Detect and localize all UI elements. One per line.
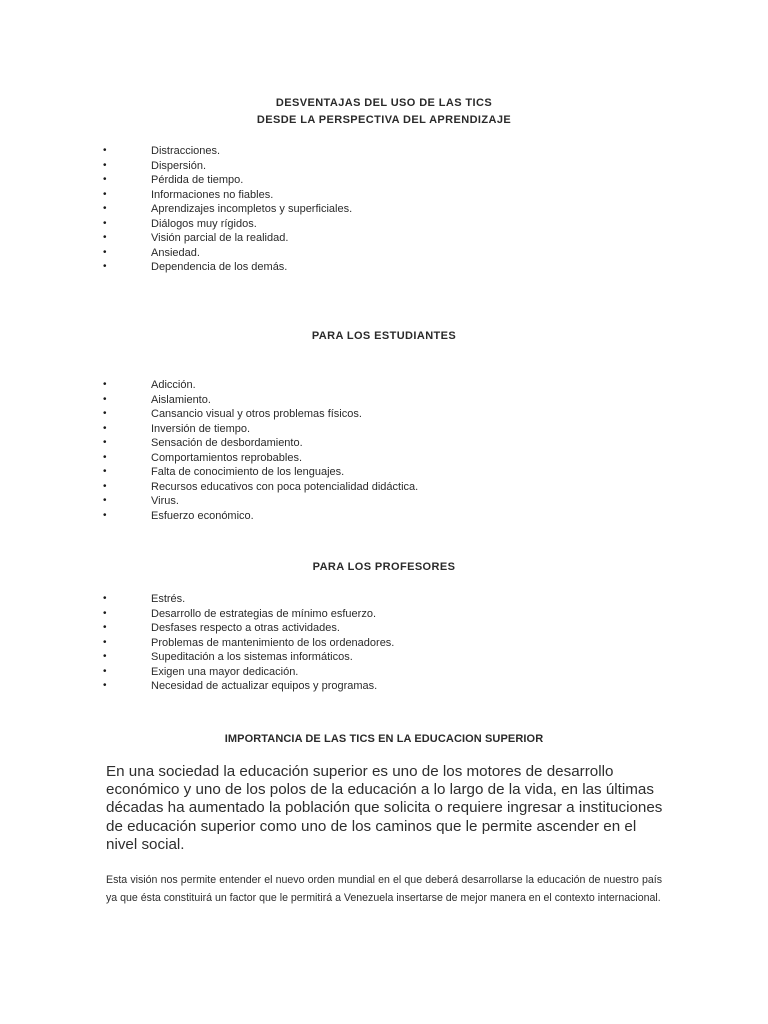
list-item <box>0 451 768 466</box>
list-item <box>0 436 768 451</box>
list-item <box>0 393 768 408</box>
list-item <box>0 260 768 275</box>
bullet-icon: • <box>103 480 107 492</box>
list-item <box>0 378 768 393</box>
list-item-text: Adicción. <box>151 379 196 391</box>
learning-disadvantages-list <box>0 144 768 275</box>
bullet-icon: • <box>103 466 107 477</box>
bullet-icon: • <box>103 495 107 506</box>
list-item-text: Recursos educativos con poca potencialidad didáctica. <box>151 480 419 493</box>
bullet-icon: • <box>103 217 107 229</box>
list-item <box>0 422 768 437</box>
bullet-icon: • <box>103 408 107 419</box>
list-item <box>0 636 768 651</box>
list-item <box>0 679 768 694</box>
bullet-icon: • <box>103 145 107 156</box>
list-item-text: Dependencia de los demás. <box>151 261 288 273</box>
bullet-icon: • <box>103 437 107 448</box>
teachers-heading: PARA LOS PROFESORES <box>312 561 456 573</box>
list-item <box>0 202 768 217</box>
vision-paragraph: Esta visión nos permite entender el nuevo orden mundial en el que deberá desarrollarse la educación de nuestro país ya que ésta constituirá un factor que le permitirá a Venezuela insertarse de mejor manera en el contexto internacional. <box>106 874 662 904</box>
list-item-text: Virus. <box>151 495 179 507</box>
list-item <box>0 592 768 607</box>
list-item <box>0 650 768 665</box>
list-item-text: Desarrollo de estrategias de mínimo esfuerzo. <box>151 607 376 620</box>
title-heading-line-1: DESVENTAJAS DEL USO DE LAS TICS <box>275 97 493 109</box>
bullet-icon: • <box>103 393 107 405</box>
list-item-text: Aislamiento. <box>151 393 211 406</box>
title-heading-line-2: DESDE LA PERSPECTIVA DEL APRENDIZAJE <box>256 114 512 126</box>
intro-paragraph: En una sociedad la educación superior es uno de los motores de desarrollo económico y uno de los polos de la educación a lo largo de la vida, en las últimas décadas ha aumentado la población que solicita o requiere ingresar a instituciones de educación superior como uno de los caminos que le permite ascender en el nivel social. <box>106 763 663 853</box>
list-item <box>0 621 768 636</box>
list-item-text: Ansiedad. <box>151 246 200 259</box>
bullet-icon: • <box>103 379 107 390</box>
bullet-icon: • <box>103 246 107 258</box>
list-item-text: Dispersión. <box>151 159 207 172</box>
list-item-text: Aprendizajes incompletos y superficiales. <box>151 203 353 215</box>
list-item-text: Esfuerzo económico. <box>151 509 254 522</box>
list-item-text: Desfases respecto a otras actividades. <box>151 622 340 634</box>
list-item-text: Cansancio visual y otros problemas físicos. <box>151 408 362 420</box>
bullet-icon: • <box>103 680 107 691</box>
teacher-disadvantages-list <box>0 592 768 694</box>
bullet-icon: • <box>103 607 107 619</box>
bullet-icon: • <box>103 174 107 185</box>
bullet-icon: • <box>103 665 107 677</box>
list-item-text: Pérdida de tiempo. <box>151 174 244 186</box>
list-item-text: Diálogos muy rígidos. <box>151 217 257 230</box>
list-item-text: Distracciones. <box>151 145 221 157</box>
bullet-icon: • <box>103 593 107 604</box>
students-heading: PARA LOS ESTUDIANTES <box>311 330 457 342</box>
list-item-text: Exigen una mayor dedicación. <box>151 665 299 678</box>
list-item-text: Sensación de desbordamiento. <box>151 437 303 449</box>
list-item <box>0 159 768 174</box>
list-item-text: Informaciones no fiables. <box>151 188 274 201</box>
bullet-icon: • <box>103 261 107 272</box>
bullet-icon: • <box>103 232 107 243</box>
bullet-icon: • <box>103 509 107 521</box>
bullet-icon: • <box>103 651 107 662</box>
list-item-text: Supeditación a los sistemas informáticos. <box>151 651 353 663</box>
bullet-icon: • <box>103 451 107 463</box>
importance-heading: IMPORTANCIA DE LAS TICS EN LA EDUCACION SUPERIOR <box>224 733 544 745</box>
bullet-icon: • <box>103 159 107 171</box>
list-item <box>0 144 768 159</box>
bullet-icon: • <box>103 203 107 214</box>
list-item <box>0 231 768 246</box>
list-item <box>0 665 768 680</box>
list-item-text: Estrés. <box>151 593 186 605</box>
list-item <box>0 494 768 509</box>
list-item <box>0 480 768 495</box>
list-item <box>0 188 768 203</box>
list-item <box>0 217 768 232</box>
list-item-text: Falta de conocimiento de los lenguajes. <box>151 466 345 478</box>
bullet-icon: • <box>103 422 107 434</box>
list-item <box>0 407 768 422</box>
student-disadvantages-list <box>0 378 768 523</box>
list-item <box>0 465 768 480</box>
list-item-text: Visión parcial de la realidad. <box>151 232 289 244</box>
list-item-text: Problemas de mantenimiento de los ordenadores. <box>151 636 395 649</box>
bullet-icon: • <box>103 636 107 648</box>
list-item <box>0 173 768 188</box>
list-item-text: Inversión de tiempo. <box>151 422 251 435</box>
list-item-text: Necesidad de actualizar equipos y programas. <box>151 680 378 692</box>
list-item <box>0 246 768 261</box>
bullet-icon: • <box>103 188 107 200</box>
list-item <box>0 607 768 622</box>
list-item-text: Comportamientos reprobables. <box>151 451 303 464</box>
bullet-icon: • <box>103 622 107 633</box>
list-item <box>0 509 768 524</box>
